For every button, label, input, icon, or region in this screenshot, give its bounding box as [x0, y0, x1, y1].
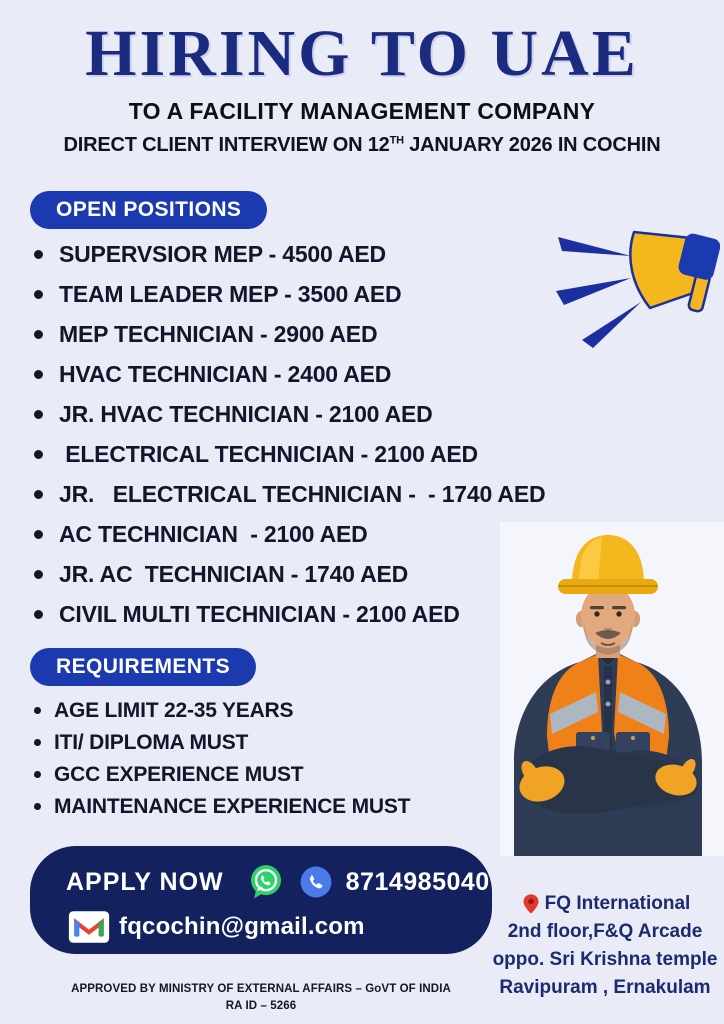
interview-date-prefix: DIRECT CLIENT INTERVIEW ON 12	[63, 134, 390, 156]
approval-note	[30, 981, 492, 1015]
interview-date-ordinal: TH	[389, 134, 404, 147]
position-item: JR. ELECTRICAL TECHNICIAN - - 1740 AED	[34, 481, 694, 507]
requirement-item: MAINTENANCE EXPERIENCE MUST	[34, 795, 504, 819]
position-item: AC TECHNICIAN - 2100 AED	[34, 521, 694, 547]
address-line-4: Ravipuram , Ernakulam	[499, 977, 711, 998]
apply-now-panel	[30, 846, 492, 954]
position-item: CIVIL MULTI TECHNICIAN - 2100 AED	[34, 601, 694, 627]
position-item: HVAC TECHNICIAN - 2400 AED	[34, 361, 694, 387]
requirements-list	[34, 699, 504, 827]
company-subtitle: TO A FACILITY MANAGEMENT COMPANY	[128, 98, 596, 124]
requirement-item: GCC EXPERIENCE MUST	[34, 763, 504, 787]
page-title: HIRING TO UAE	[85, 17, 639, 90]
position-item: JR. HVAC TECHNICIAN - 2100 AED	[34, 401, 694, 427]
open-positions-list	[34, 241, 694, 641]
phone-number: 8714985040	[345, 867, 490, 896]
requirement-item: AGE LIMIT 22-35 YEARS	[34, 699, 504, 723]
address-line-1	[486, 890, 724, 918]
location-pin-icon	[520, 892, 542, 916]
requirement-item: ITI/ DIPLOMA MUST	[34, 731, 504, 755]
approval-line: APPROVED BY MINISTRY OF EXTERNAL AFFAIRS – GoVT OF INDIA	[71, 983, 451, 995]
whatsapp-icon	[246, 861, 286, 903]
position-item: TEAM LEADER MEP - 3500 AED	[34, 281, 694, 307]
address-line-3: oppo. Sri Krishna temple	[492, 949, 718, 970]
interview-date-line	[0, 134, 724, 157]
apply-now-label: APPLY NOW	[66, 867, 224, 896]
address-company: FQ International	[544, 893, 691, 914]
apply-email-row	[30, 903, 492, 944]
position-item: ELECTRICAL TECHNICIAN - 2100 AED	[34, 441, 694, 467]
address-block	[486, 890, 724, 1002]
interview-date-suffix: JANUARY 2026 IN COCHIN	[403, 134, 661, 156]
requirements-badge: REQUIREMENTS	[30, 648, 256, 686]
gmail-icon	[68, 910, 110, 944]
open-positions-badge: OPEN POSITIONS	[30, 191, 267, 229]
phone-icon	[296, 862, 336, 902]
ra-id-line: RA ID – 5266	[225, 1000, 297, 1012]
email-address: fqcochin@gmail.com	[119, 913, 365, 940]
apply-contact-row	[30, 846, 492, 903]
position-item: SUPERVSIOR MEP - 4500 AED	[34, 241, 694, 267]
position-item: JR. AC TECHNICIAN - 1740 AED	[34, 561, 694, 587]
address-line-2: 2nd floor,F&Q Arcade	[507, 921, 703, 942]
position-item: MEP TECHNICIAN - 2900 AED	[34, 321, 694, 347]
